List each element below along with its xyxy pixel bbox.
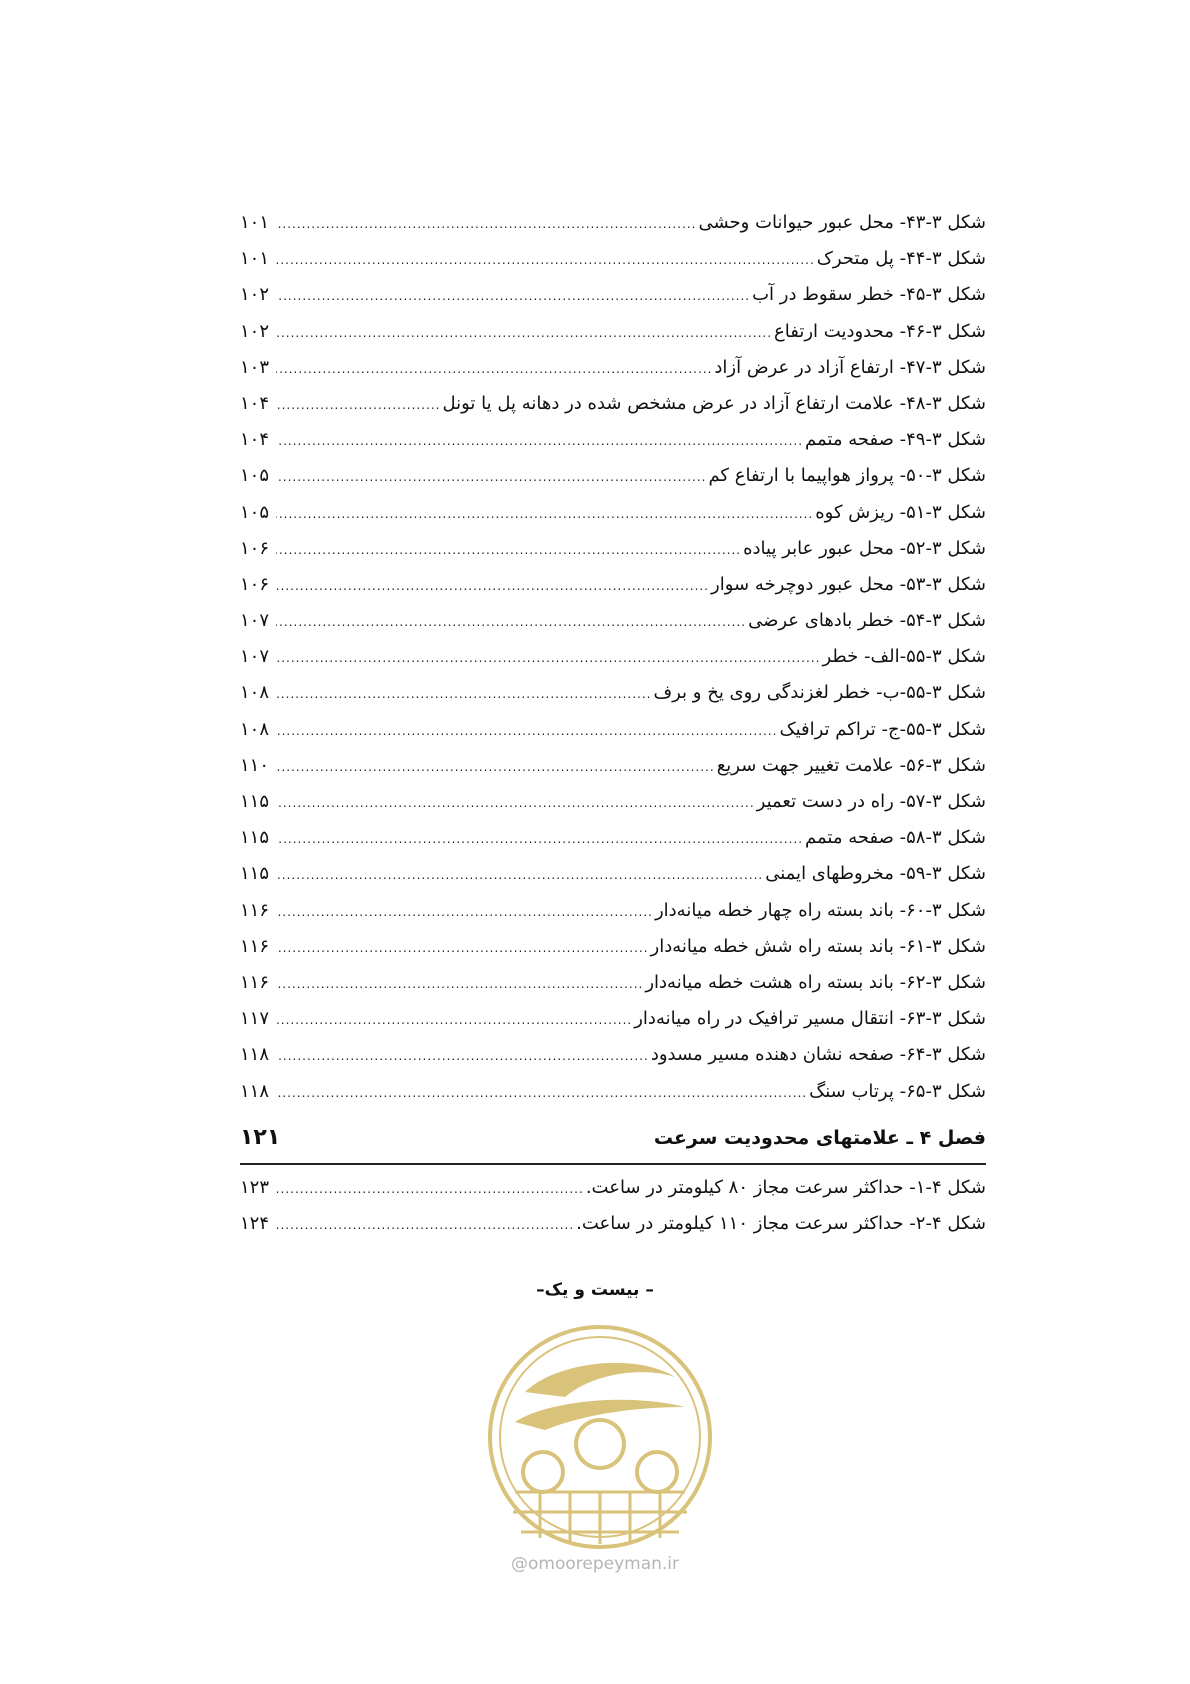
toc-entry-page-number: ۱۰۳ <box>240 356 270 378</box>
toc-entry-title: شکل ۳-۶۲- باند بسته راه هشت خطه میانه‌دار <box>645 971 986 993</box>
toc-entry[interactable] <box>240 719 986 755</box>
toc-entry[interactable] <box>240 755 986 791</box>
toc-entry[interactable] <box>240 321 986 357</box>
toc-entry[interactable] <box>240 646 986 682</box>
toc-leader-dots <box>276 1182 584 1196</box>
toc-leader-dots <box>276 326 772 340</box>
toc-entry[interactable] <box>240 863 986 899</box>
toc-entry-title: شکل ۳-۶۱- باند بسته راه شش خطه میانه‌دار <box>650 935 986 957</box>
toc-entry[interactable] <box>240 284 986 320</box>
toc-leader-dots <box>276 724 777 738</box>
toc-entry[interactable] <box>240 538 986 574</box>
toc-leader-dots <box>276 651 820 665</box>
toc-entry-page-number: ۱۱۶ <box>240 935 270 957</box>
toc-entry-title: شکل ۳-۴۵- خطر سقوط در آب <box>752 284 986 306</box>
chapter-title: فصل ۴ ـ علامتهای محدودیت سرعت <box>653 1126 986 1149</box>
toc-group-chapter-3 <box>240 212 986 1117</box>
toc-entry-title: شکل ۳-۵۵-ج- تراکم ترافیک <box>779 718 986 740</box>
toc-entry-page-number: ۱۰۲ <box>240 320 270 342</box>
toc-entry-title: شکل ۳-۴۹- صفحه متمم <box>805 429 986 451</box>
toc-entry-page-number: ۱۱۵ <box>240 827 270 849</box>
toc-entry-title: شکل ۳-۶۳- انتقال مسیر ترافیک در راه میانه‌دار <box>634 1008 986 1030</box>
toc-entry[interactable] <box>240 1081 986 1117</box>
toc-entry[interactable] <box>240 972 986 1008</box>
toc-leader-dots <box>276 941 649 955</box>
toc-leader-dots <box>276 1013 632 1027</box>
toc-entry-page-number: ۱۰۱ <box>240 248 270 270</box>
toc-entry-page-number: ۱۰۷ <box>240 646 270 668</box>
toc-entry-page-number: ۱۰۲ <box>240 284 270 306</box>
toc-entry-page-number: ۱۰۸ <box>240 718 270 740</box>
toc-leader-dots <box>276 760 715 774</box>
toc-entry-page-number: ۱۰۶ <box>240 573 270 595</box>
toc-leader-dots <box>276 398 440 412</box>
toc-entry-title: شکل ۳-۴۳- محل عبور حیوانات وحشی <box>698 212 986 233</box>
toc-entry[interactable] <box>240 1044 986 1080</box>
toc-leader-dots <box>276 507 813 521</box>
toc-entry[interactable] <box>240 357 986 393</box>
toc-entry[interactable] <box>240 393 986 429</box>
toc-leader-dots <box>276 796 755 810</box>
omoorepeyman-seal-logo <box>485 1322 715 1552</box>
toc-entry-page-number: ۱۰۴ <box>240 392 270 414</box>
toc-leader-dots <box>276 470 706 484</box>
toc-leader-dots <box>276 1049 649 1063</box>
toc-entry[interactable] <box>240 900 986 936</box>
toc-leader-dots <box>276 289 750 303</box>
toc-entry[interactable] <box>240 1008 986 1044</box>
toc-entry-page-number: ۱۰۴ <box>240 429 270 451</box>
toc-leader-dots <box>276 868 763 882</box>
toc-entry[interactable] <box>240 827 986 863</box>
toc-entry[interactable] <box>240 1177 986 1213</box>
toc-entry-title: شکل ۳-۵۶- علامت تغییر جهت سریع <box>716 754 986 776</box>
toc-entry-page-number: ۱۲۳ <box>240 1176 270 1198</box>
toc-entry[interactable] <box>240 610 986 646</box>
toc-entry-page-number: ۱۱۵ <box>240 863 270 885</box>
toc-entry-title: شکل ۳-۵۸- صفحه متمم <box>805 827 986 849</box>
toc-entry-page-number: ۱۰۵ <box>240 465 270 487</box>
page-footer: – بیست و یک– <box>536 1280 654 1300</box>
toc-leader-dots <box>276 253 815 267</box>
toc-entry-page-number: ۱۲۴ <box>240 1212 270 1234</box>
toc-entry-page-number: ۱۱۶ <box>240 899 270 921</box>
toc-entry-title: شکل ۳-۵۵-الف- خطر <box>822 646 986 668</box>
toc-entry-page-number: ۱۱۵ <box>240 791 270 812</box>
chapter-heading[interactable] <box>240 1125 986 1165</box>
toc-entry-page-number: ۱۰۵ <box>240 501 270 523</box>
toc-leader-dots <box>276 362 712 376</box>
toc-entry-title: شکل ۳-۵۵-ب- خطر لغزندگی روی یخ و برف <box>653 682 986 704</box>
toc-leader-dots <box>276 615 746 629</box>
toc-entry[interactable] <box>240 212 986 248</box>
toc-entry[interactable] <box>240 791 986 827</box>
toc-entry-title: شکل ۳-۵۱- ریزش کوه <box>815 501 986 523</box>
toc-entry-title: شکل ۳-۶۴- صفحه نشان دهنده مسیر مسدود <box>650 1044 986 1066</box>
toc-leader-dots <box>276 217 696 231</box>
toc-entry-title: شکل ۳-۴۸- علامت ارتفاع آزاد در عرض مشخص شده در دهانه پل یا تونل <box>442 392 986 414</box>
toc-entry-title: شکل ۳-۵۳- محل عبور دوچرخه سوار <box>711 573 986 595</box>
chapter-page-number: ۱۲۱ <box>240 1124 281 1150</box>
toc-leader-dots <box>276 1218 574 1232</box>
toc-entry-page-number: ۱۰۶ <box>240 537 270 559</box>
toc-entry-page-number: ۱۱۸ <box>240 1080 270 1102</box>
toc-entry-page-number: ۱۱۷ <box>240 1008 270 1030</box>
toc-entry[interactable] <box>240 502 986 538</box>
toc-entry[interactable] <box>240 248 986 284</box>
toc-leader-dots <box>276 687 651 701</box>
toc-entry-page-number: ۱۰۸ <box>240 682 270 704</box>
toc-entry-page-number: ۱۰۷ <box>240 610 270 632</box>
toc-entry-page-number: ۱۱۰ <box>240 754 270 776</box>
toc-group-chapter-4 <box>240 1177 986 1249</box>
toc-leader-dots <box>276 543 741 557</box>
toc-entry-title: شکل ۴-۱- حداکثر سرعت مجاز ۸۰ کیلومتر در ساعت. <box>585 1176 986 1198</box>
toc-entry[interactable] <box>240 936 986 972</box>
toc-entry[interactable] <box>240 465 986 501</box>
toc-entry[interactable] <box>240 1213 986 1249</box>
toc-entry-title: شکل ۳-۵۰- پرواز هواپیما با ارتفاع کم <box>708 465 986 487</box>
toc-entry-title: شکل ۳-۵۲- محل عبور عابر پیاده <box>743 537 986 559</box>
toc-entry-title: شکل ۳-۴۴- پل متحرک <box>816 248 986 270</box>
table-of-contents <box>240 212 986 1249</box>
toc-entry-page-number: ۱۱۶ <box>240 971 270 993</box>
toc-entry-title: شکل ۳-۶۵- پرتاب سنگ <box>809 1080 986 1102</box>
toc-entry[interactable] <box>240 574 986 610</box>
toc-entry-title: شکل ۳-۶۰- باند بسته راه چهار خطه میانه‌دار <box>654 899 986 921</box>
toc-entry[interactable] <box>240 429 986 465</box>
toc-leader-dots <box>276 434 803 448</box>
toc-entry-page-number: ۱۰۱ <box>240 212 270 233</box>
toc-leader-dots <box>276 905 653 919</box>
toc-leader-dots <box>276 1086 807 1100</box>
toc-entry[interactable] <box>240 682 986 718</box>
toc-entry-title: شکل ۳-۴۷- ارتفاع آزاد در عرض آزاد <box>714 356 986 378</box>
toc-leader-dots <box>276 579 709 593</box>
toc-leader-dots <box>276 977 643 991</box>
toc-entry-title: شکل ۳-۵۹- مخروطهای ایمنی <box>765 863 986 885</box>
toc-entry-title: شکل ۳-۴۶- محدودیت ارتفاع <box>774 320 986 342</box>
toc-entry-title: شکل ۴-۲- حداکثر سرعت مجاز ۱۱۰ کیلومتر در ساعت. <box>576 1212 986 1234</box>
website-watermark: @omoorepeyman.ir <box>510 1554 680 1574</box>
toc-entry-page-number: ۱۱۸ <box>240 1044 270 1066</box>
toc-entry-title: شکل ۳-۵۴- خطر بادهای عرضی <box>748 610 986 632</box>
toc-leader-dots <box>276 832 803 846</box>
toc-entry-title: شکل ۳-۵۷- راه در دست تعمیر <box>756 791 986 812</box>
